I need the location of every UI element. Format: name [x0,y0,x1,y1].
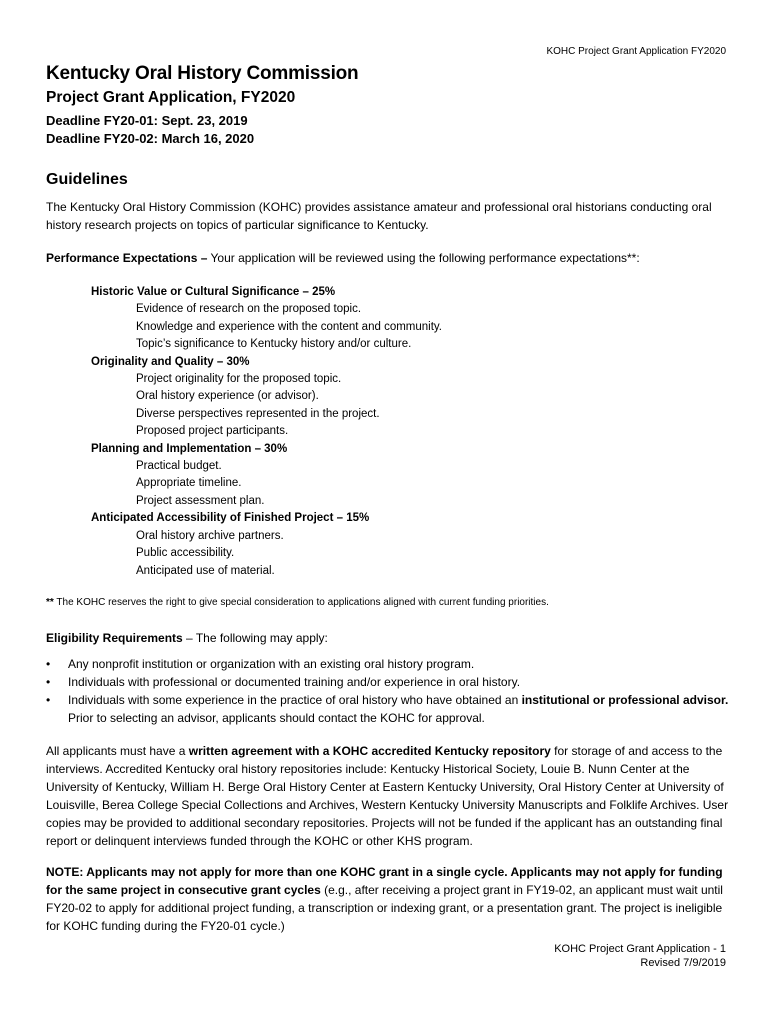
guidelines-heading: Guidelines [46,171,128,188]
performance-label: Performance Expectations – [46,251,208,265]
criterion-item: Topic’s significance to Kentucky history and/or culture. [136,338,412,351]
footnote [46,597,549,608]
criterion-item: Proposed project participants. [136,425,289,438]
repository-text-2: for storage of and access to the interviews. Accredited Kentucky oral history repositories include: Kentucky Historical Society, Louie B. Nunn Center at the University of Kentucky, William H. Berge Oral History Center at Eastern Kentucky University, Oral History Center at University of Louisville, Berea College Special Collections and Archives, Western Kentucky University Manuscripts and Folklife Archives. User copies may be provided to additional secondary repositories. Projects will not be funded if the applicant has an outstanding final report or delinquent interviews funded through the KOHC or other KHS program. [46,744,729,848]
bullet-glyph: • [46,675,51,689]
note-text: (e.g., after receiving a project grant in FY19-02, an applicant must wait until FY20-02 to apply for additional project funding, a transcription or indexing grant, or a presentation grant. The project is ineligible for KOHC funding during the FY20-01 cycle.) [46,883,723,933]
eligibility-text: – The following may apply: [182,631,328,645]
footer-revised: Revised 7/9/2019 [640,957,726,969]
criterion-item: Evidence of research on the proposed topic. [136,303,362,316]
list-item [46,655,730,673]
intro-paragraph: The Kentucky Oral History Commission (KOHC) provides assistance amateur and professional oral historians conducting oral history research projects on topics of particular significance to Kentucky. [46,200,712,232]
bullet-glyph: • [46,693,51,707]
criterion-item: Anticipated use of material. [136,564,275,577]
running-header: KOHC Project Grant Application FY2020 [546,46,726,57]
criterion-item: Project assessment plan. [136,494,265,507]
note-bold: NOTE: Applicants may not apply for more than one KOHC grant in a single cycle. Applicants may not apply for funding for the same project in consecutive grant cycles [46,865,723,897]
page-footer [554,942,726,970]
performance-text: Your application will be reviewed using the following performance expectations**: [207,251,640,265]
criteria-list [91,284,442,580]
criterion-item: Project originality for the proposed topic. [136,373,342,386]
footer-page-label: KOHC Project Grant Application - 1 [554,943,726,955]
document-title: Kentucky Oral History Commission [46,63,359,84]
repository-paragraph [46,742,730,850]
eligibility-label: Eligibility Requirements [46,631,183,645]
criterion-item: Diverse perspectives represented in the project. [136,407,380,420]
document-subtitle: Project Grant Application, FY2020 [46,89,296,106]
criterion-item: Practical budget. [136,460,222,473]
list-item-text: Prior to selecting an advisor, applicants should contact the KOHC for approval. [68,711,485,725]
list-item-bold: institutional or professional advisor. [521,693,729,707]
list-item [46,691,730,727]
criterion-heading: Historic Value or Cultural Significance – 25% [91,286,336,298]
bullet-glyph: • [46,657,51,671]
repository-bold: written agreement with a KOHC accredited Kentucky repository [188,744,551,758]
criterion-item: Oral history archive partners. [136,529,284,542]
list-item-text: Individuals with some experience in the practice of oral history who have obtained an [68,693,522,707]
list-item-text: Any nonprofit institution or organization with an existing oral history program. [68,657,475,671]
performance-paragraph [46,249,730,267]
criterion-heading: Anticipated Accessibility of Finished Project – 15% [91,512,370,525]
criterion-item: Appropriate timeline. [136,477,242,490]
criterion-item: Knowledge and experience with the content and community. [136,320,443,333]
criterion-heading: Planning and Implementation – 30% [91,442,288,455]
deadline-1: Deadline FY20-01: Sept. 23, 2019 [46,113,248,128]
eligibility-paragraph [46,629,730,647]
list-item [46,673,730,691]
list-item-text: Individuals with professional or documented training and/or experience in oral history. [68,675,521,689]
repository-text: All applicants must have a [46,744,189,758]
deadline-2: Deadline FY20-02: March 16, 2020 [46,131,255,146]
criterion-item: Oral history experience (or advisor). [136,390,319,403]
footnote-mark: ** [46,597,54,608]
footnote-text: The KOHC reserves the right to give special consideration to applications aligned with current funding priorities. [53,597,549,608]
eligibility-list [46,655,730,727]
note-paragraph [46,863,730,935]
criterion-heading: Originality and Quality – 30% [91,355,250,368]
criterion-item: Public accessibility. [136,547,235,560]
